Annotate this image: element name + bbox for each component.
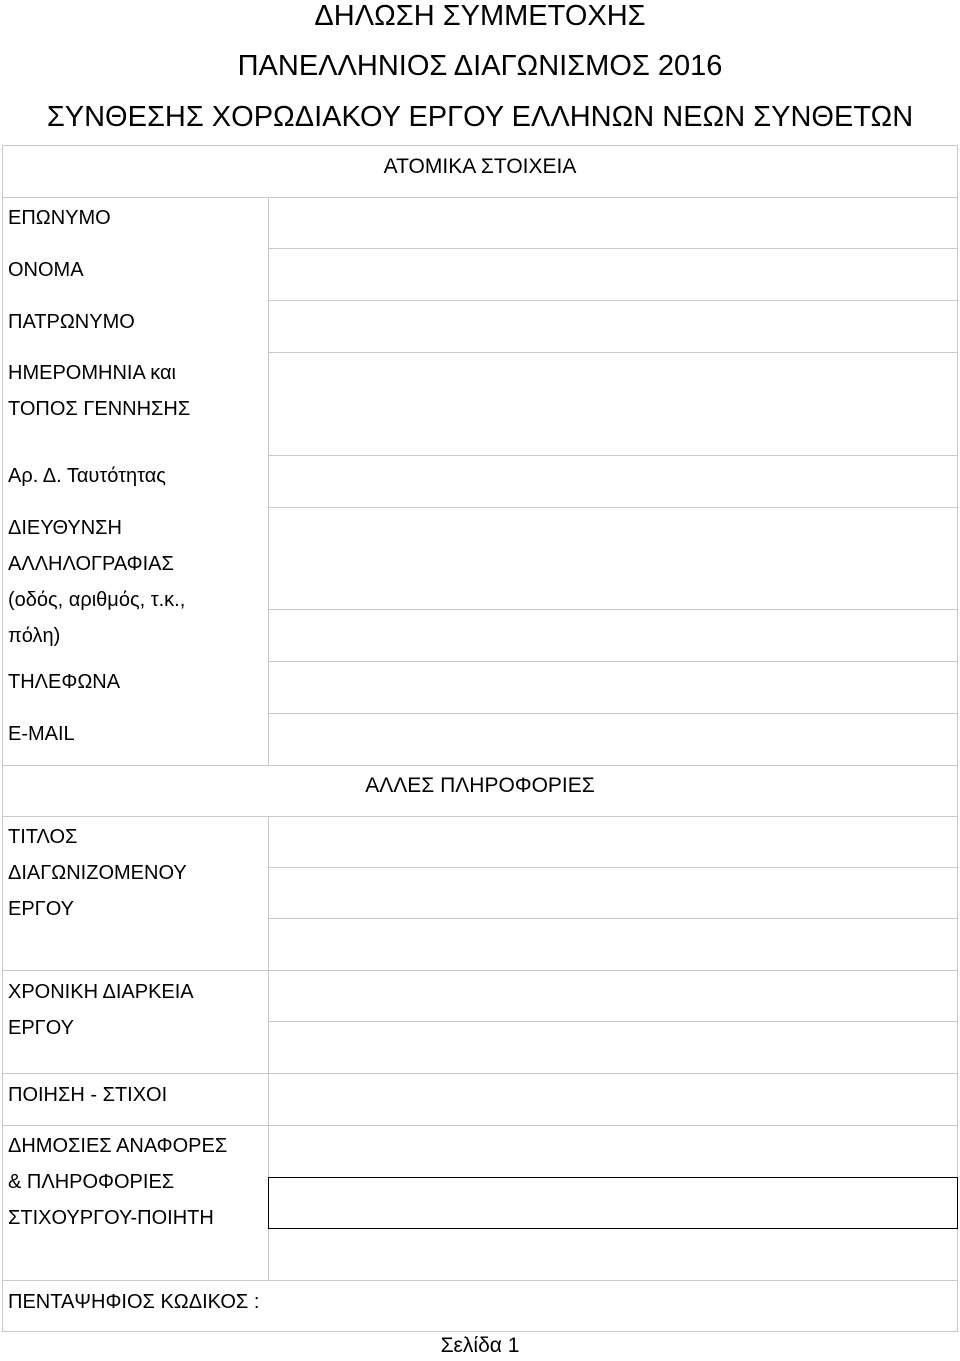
- work-title-field[interactable]: [268, 817, 958, 970]
- document-title: ΔΗΛΩΣΗ ΣΥΜΜΕΤΟΧΗΣ: [314, 0, 646, 32]
- mailing-address-label: ΔΙΕΥΘΥΝΣΗ ΑΛΛΗΛΟΓΡΑΦΙΑΣ (οδός, αριθμός, τ.κ., πόλη): [8, 517, 186, 647]
- phones-label: ΤΗΛΕΦΩΝΑ: [8, 671, 121, 693]
- id-number-field[interactable]: [268, 456, 958, 507]
- five-digit-code-label: ΠΕΝΤΑΨΗΦΙΟΣ ΚΩΔΙΚΟΣ :: [8, 1291, 260, 1313]
- surname-label: ΕΠΩΝΥΜΟ: [8, 207, 111, 229]
- lyricist-public-references-box[interactable]: [268, 1177, 958, 1229]
- page-number: Σελίδα 1: [440, 1334, 520, 1357]
- birth-date-place-field[interactable]: [268, 353, 958, 455]
- surname-field[interactable]: [268, 198, 958, 248]
- birth-date-place-label: ΗΜΕΡΟΜΗΝΙΑ και ΤΟΠΟΣ ΓΕΝΝΗΣΗΣ: [8, 362, 191, 420]
- personal-info-heading: ΑΤΟΜΙΚΑ ΣΤΟΙΧΕΙΑ: [383, 155, 577, 178]
- email-label: E-MAIL: [8, 723, 75, 745]
- father-name-label: ΠΑΤΡΩΝΥΜΟ: [8, 311, 135, 333]
- work-duration-field[interactable]: [268, 971, 958, 1073]
- other-info-heading: ΑΛΛΕΣ ΠΛΗΡΟΦΟΡΙΕΣ: [365, 774, 595, 797]
- father-name-field[interactable]: [268, 301, 958, 352]
- lyricist-public-references-label: ΔΗΜΟΣΙΕΣ ΑΝΑΦΟΡΕΣ & ΠΛΗΡΟΦΟΡΙΕΣ ΣΤΙΧΟΥΡΓΟΥ-ΠΟΙΗΤΗ: [8, 1135, 228, 1229]
- table-border-left: [2, 145, 3, 1332]
- work-title-label: ΤΙΤΛΟΣ ΔΙΑΓΩΝΙΖΟΜΕΝΟΥ ΕΡΓΟΥ: [8, 826, 187, 920]
- poetry-lyrics-field[interactable]: [268, 1074, 958, 1125]
- email-field[interactable]: [268, 714, 958, 765]
- row-line: [2, 145, 958, 146]
- mailing-address-field[interactable]: [268, 508, 958, 661]
- poetry-lyrics-label: ΠΟΙΗΣΗ - ΣΤΙΧΟΙ: [8, 1084, 168, 1106]
- id-number-label: Αρ. Δ. Ταυτότητας: [8, 465, 166, 487]
- lyricist-public-references-extra-field[interactable]: [268, 1229, 958, 1280]
- competition-title: ΠΑΝΕΛΛΗΝΙΟΣ ΔΙΑΓΩΝΙΣΜΟΣ 2016: [237, 50, 723, 82]
- row-line: [2, 765, 958, 766]
- name-label: ΟΝΟΜΑ: [8, 259, 84, 281]
- lyricist-public-references-field[interactable]: [268, 1126, 958, 1177]
- name-field[interactable]: [268, 249, 958, 300]
- row-line: [2, 1280, 958, 1281]
- phones-field[interactable]: [268, 662, 958, 713]
- work-duration-label: ΧΡΟΝΙΚΗ ΔΙΑΡΚΕΙΑ ΕΡΓΟΥ: [8, 981, 194, 1039]
- competition-subtitle: ΣΥΝΘΕΣΗΣ ΧΟΡΩΔΙΑΚΟΥ ΕΡΓΟΥ ΕΛΛΗΝΩΝ ΝΕΩΝ ΣΥΝΘΕΤΩΝ: [46, 101, 914, 133]
